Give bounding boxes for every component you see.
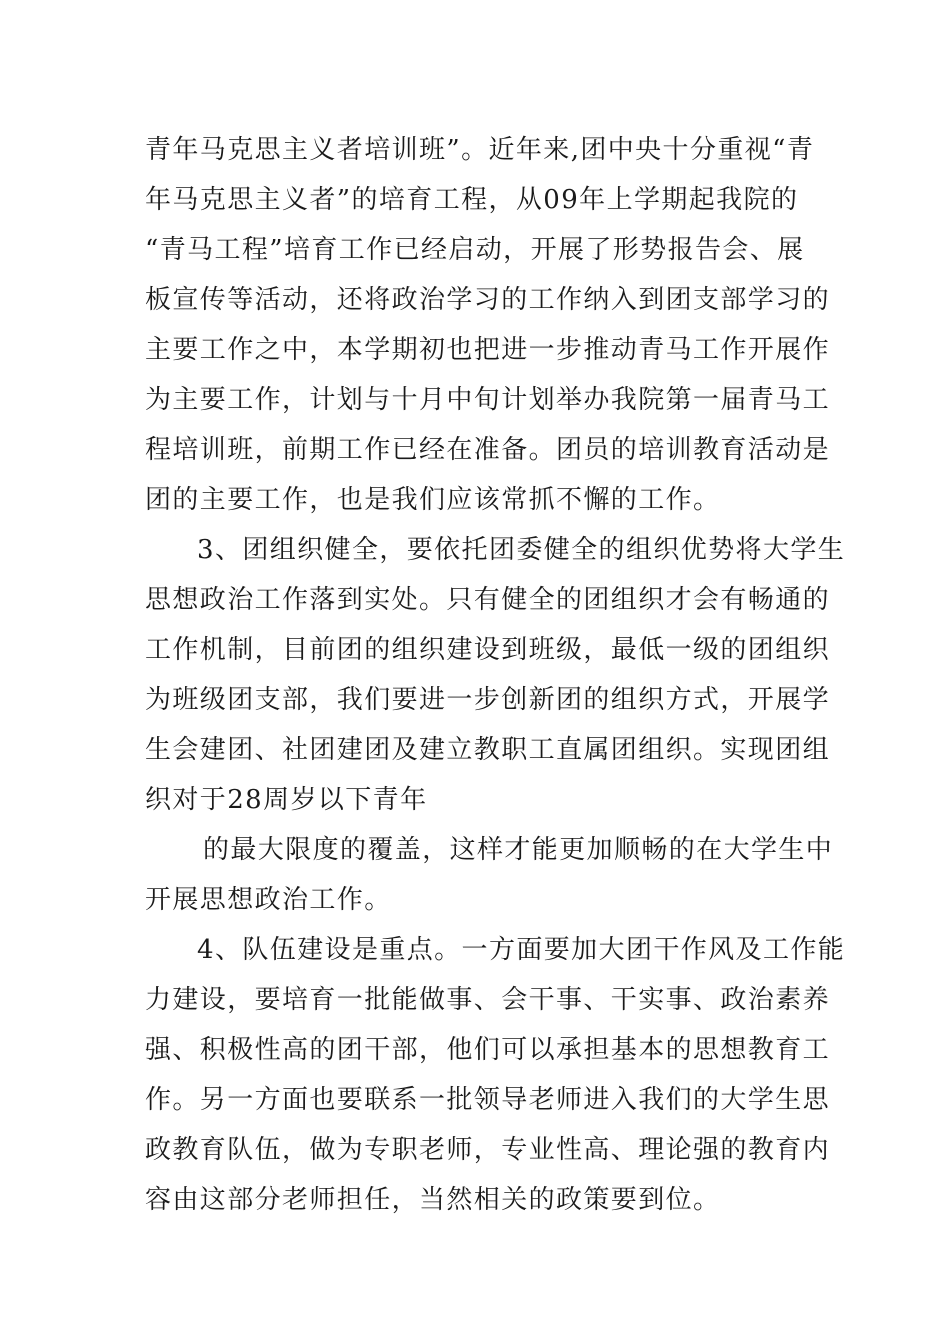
text-line: 生会建团、社团建团及建立教职工直属团组织。实现团组 (145, 735, 831, 765)
continuation-line: 的最大限度的覆盖，这样才能更加顺畅的在大学生中 (203, 835, 834, 865)
text-line: 力建设，要培育一批能做事、会干事、干实事、政治素养 (145, 985, 831, 1015)
text-line: 容由这部分老师担任，当然相关的政策要到位。 (145, 1185, 721, 1215)
text-line: 团的主要工作，也是我们应该常抓不懈的工作。 (145, 485, 721, 515)
text-line: “青马工程”培育工作已经启动，开展了形势报告会、展 (145, 235, 805, 265)
text-line: 为主要工作，计划与十月中旬计划举办我院第一届青马工 (145, 385, 831, 415)
text-line: 青年马克思主义者培训班”。近年来,团中央十分重视“青 (145, 135, 815, 165)
text-line: 为班级团支部，我们要进一步创新团的组织方式，开展学 (145, 685, 831, 715)
text-line: 强、积极性高的团干部，他们可以承担基本的思想教育工 (145, 1035, 831, 1065)
text-line: 主要工作之中，本学期初也把进一步推动青马工作开展作 (145, 335, 831, 365)
text-line: 板宣传等活动，还将政治学习的工作纳入到团支部学习的 (145, 285, 831, 315)
text-line: 政教育队伍，做为专职老师，专业性高、理论强的教育内 (145, 1135, 831, 1165)
paragraph-3-start: 3、团组织健全，要依托团委健全的组织优势将大学生 (197, 535, 846, 565)
text-line: 思想政治工作落到实处。只有健全的团组织才会有畅通的 (145, 585, 831, 615)
text-line: 工作机制，目前团的组织建设到班级，最低一级的团组织 (145, 635, 831, 665)
text-line: 程培训班，前期工作已经在准备。团员的培训教育活动是 (145, 435, 831, 465)
paragraph-4-start: 4、队伍建设是重点。一方面要加大团干作风及工作能 (197, 935, 846, 965)
text-line: 作。另一方面也要联系一批领导老师进入我们的大学生思 (145, 1085, 831, 1115)
text-line: 开展思想政治工作。 (145, 885, 392, 915)
text-line: 织对于28周岁以下青年 (145, 785, 428, 815)
text-line: 年马克思主义者”的培育工程，从09年上学期起我院的 (145, 185, 799, 215)
